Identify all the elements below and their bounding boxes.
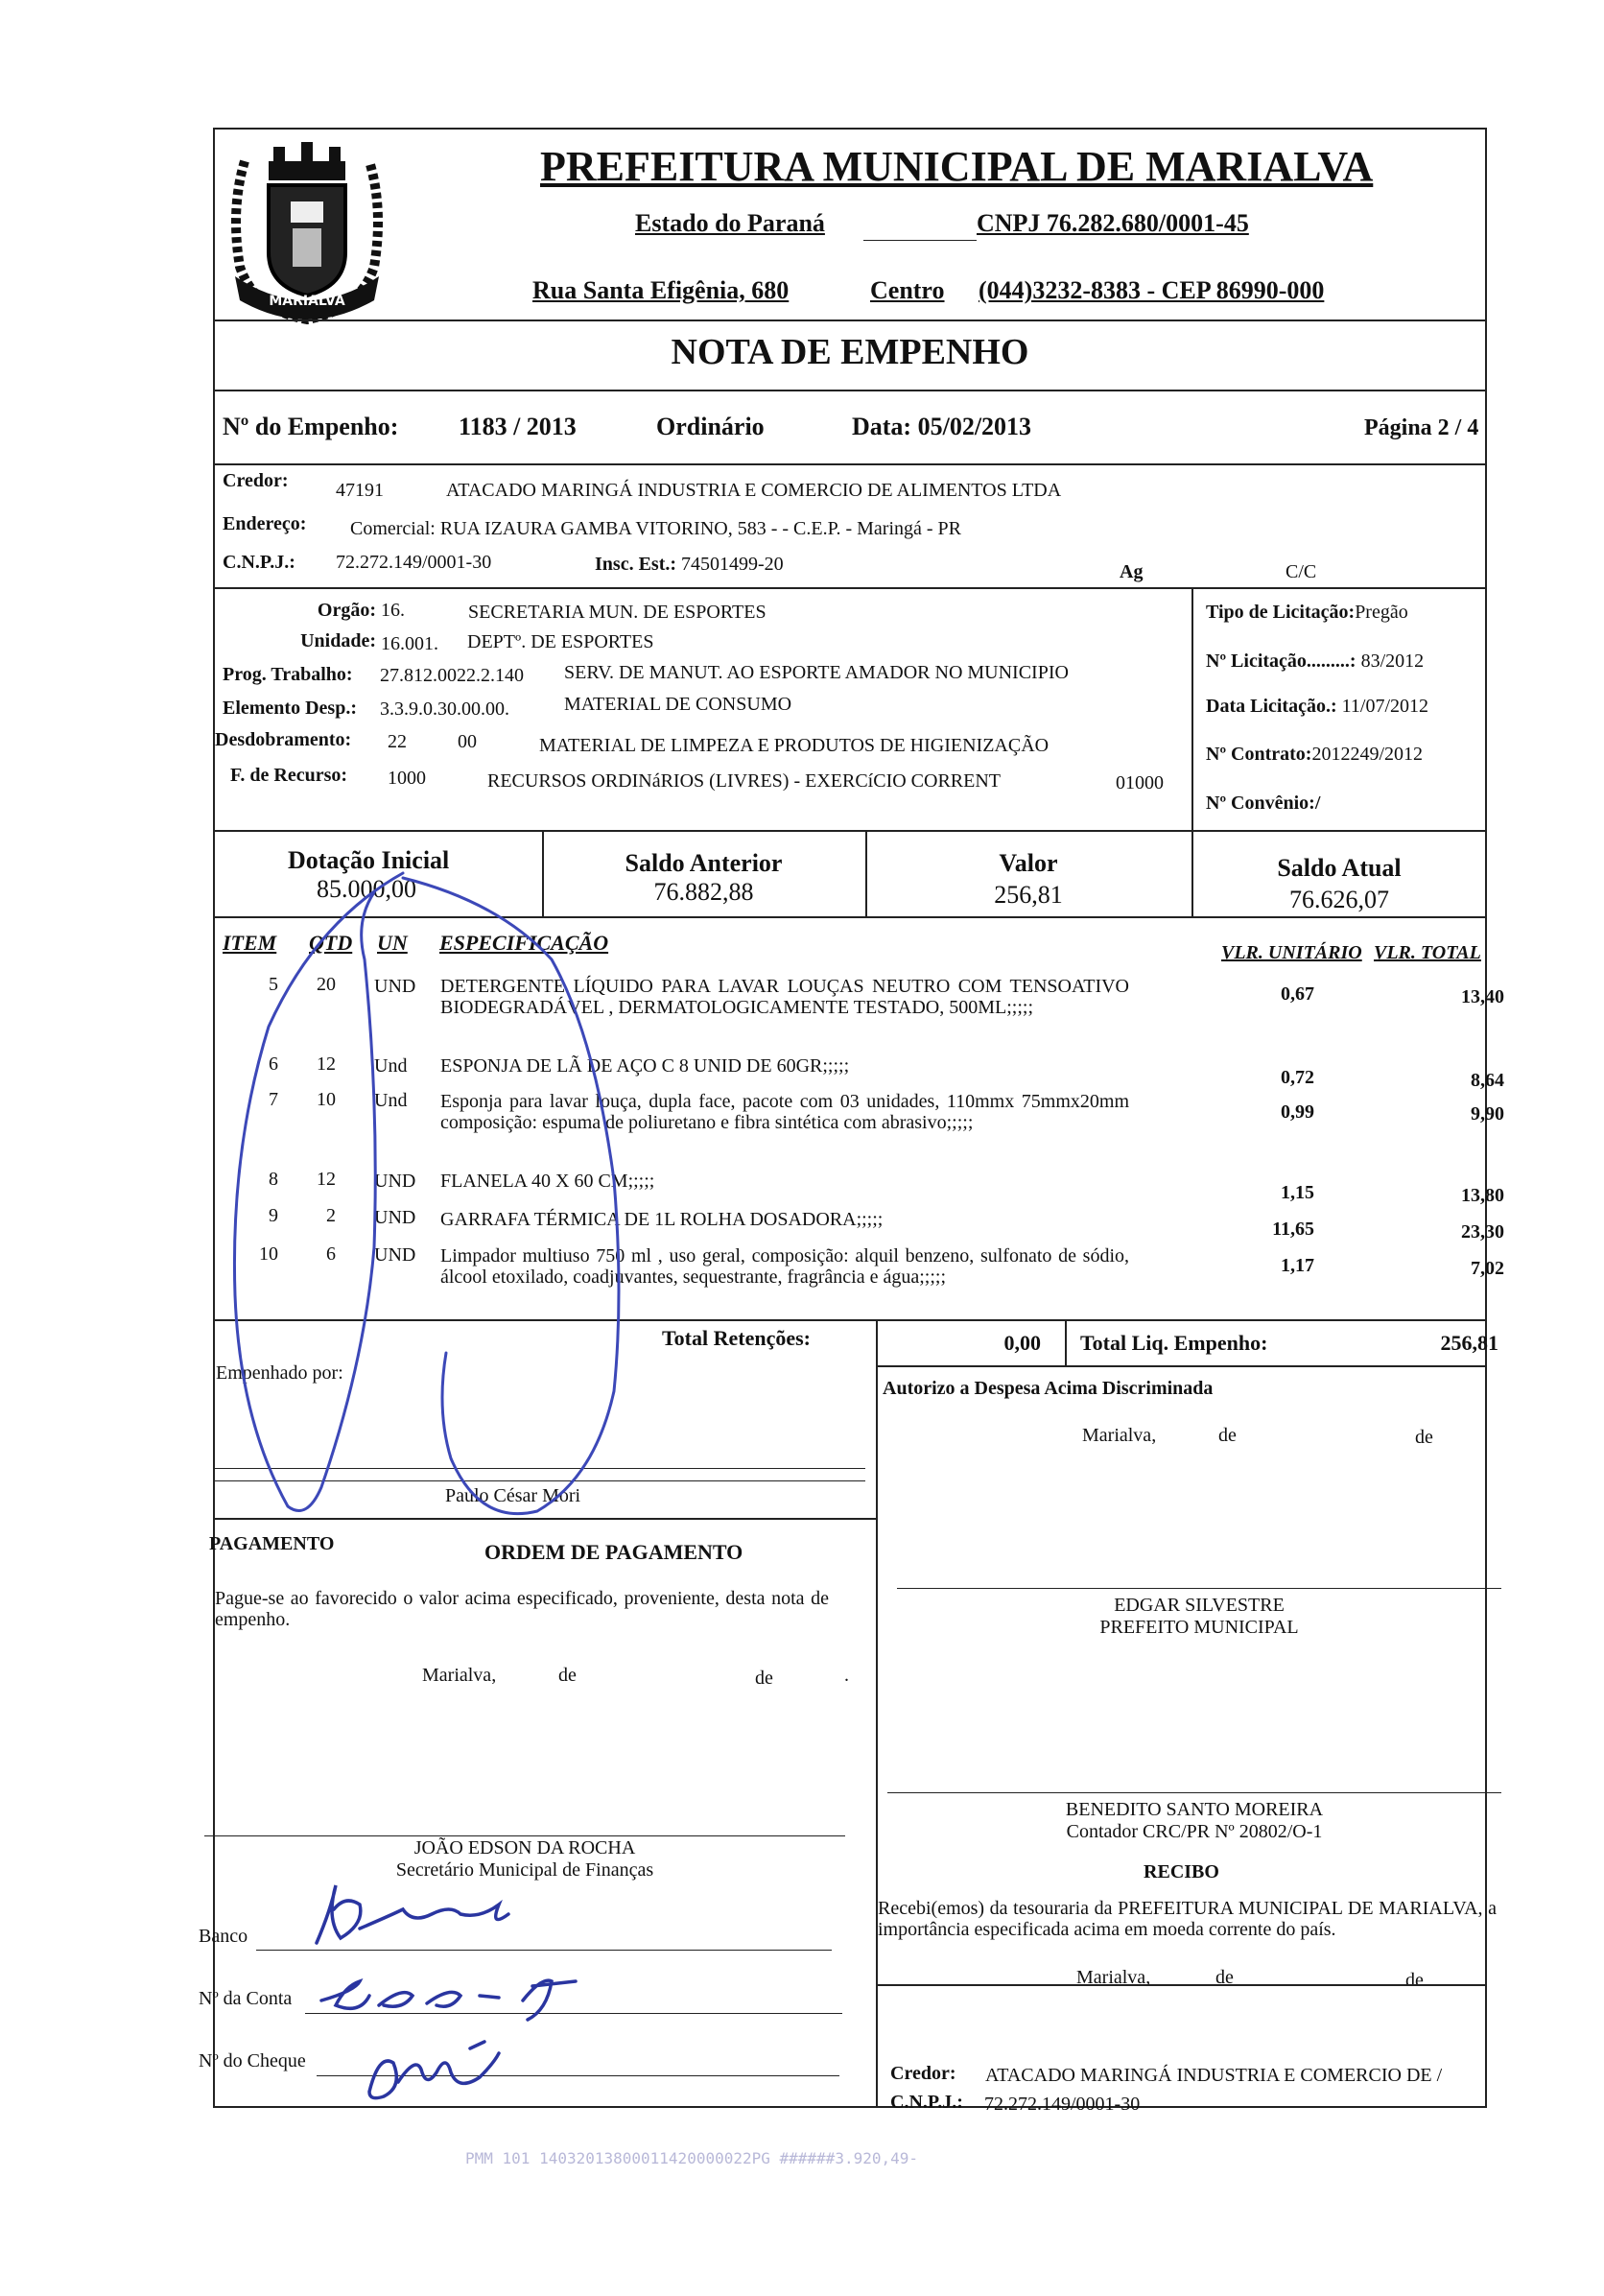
- item-un: Und: [374, 1090, 408, 1111]
- col-vlr-total: VLR. TOTAL: [1374, 942, 1481, 963]
- recurso-code: 1000: [388, 768, 426, 789]
- item-total: 9,90: [1471, 1103, 1504, 1124]
- contrato-label: Nº Contrato:: [1206, 744, 1312, 765]
- item-unit-price: 0,72: [1281, 1067, 1314, 1088]
- item-qtd: 6: [326, 1243, 336, 1265]
- unidade-code: 16.001.: [381, 633, 438, 654]
- insc-value: 74501499-20: [681, 554, 784, 575]
- document-title: NOTA DE EMPENHO: [671, 332, 1029, 372]
- elemento-label: Elemento Desp.:: [223, 698, 357, 719]
- desdobramento-code: 22: [388, 731, 407, 752]
- banco-label: Banco: [199, 1926, 248, 1947]
- cnpj-header: CNPJ 76.282.680/0001-45: [977, 209, 1249, 237]
- item-qtd: 12: [317, 1053, 336, 1075]
- dotacao-value: 85.000,00: [317, 875, 416, 903]
- autorizo-de2: de: [1415, 1427, 1433, 1448]
- desdobramento-label: Desdobramento:: [215, 729, 352, 750]
- pagamento-label: PAGAMENTO: [209, 1533, 335, 1554]
- recibo-credor: ATACADO MARINGÁ INDUSTRIA E COMERCIO DE /: [985, 2065, 1443, 2086]
- item-un: UND: [374, 1244, 416, 1266]
- orgao-desc: SECRETARIA MUN. DE ESPORTES: [468, 602, 767, 623]
- col-qtd: QTD: [309, 931, 353, 955]
- credor-label: Credor:: [223, 470, 289, 491]
- item-unit-price: 1,17: [1281, 1255, 1314, 1276]
- retencoes-value: 0,00: [1003, 1331, 1041, 1355]
- data-value: 11/07/2012: [1341, 696, 1429, 717]
- item-number: 7: [269, 1089, 278, 1110]
- ordem-pagamento: ORDEM DE PAGAMENTO: [484, 1540, 743, 1564]
- insc-label-text: Insc. Est.:: [595, 554, 677, 575]
- empenhado-label: Empenhado por:: [216, 1362, 343, 1384]
- valor-label: Valor: [999, 849, 1058, 877]
- recurso-code2: 01000: [1116, 772, 1164, 793]
- empenhado-name: Paulo César Mori: [445, 1485, 581, 1506]
- unidade-label: Unidade:: [300, 630, 376, 651]
- empenho-label: Nº do Empenho:: [223, 413, 399, 440]
- page-number: Página 2 / 4: [1364, 415, 1479, 440]
- item-spec: ESPONJA DE LÃ DE AÇO C 8 UNID DE 60GR;;;;;: [440, 1055, 850, 1077]
- tipo-value: Pregão: [1355, 602, 1408, 623]
- recibo-text: Recebi(emos) da tesouraria da PREFEITURA MUNICIPAL DE MARIALVA, a importância especificada acima em moeda corrente do país.: [878, 1898, 1497, 1940]
- recibo-de2: de: [1405, 1970, 1424, 1991]
- elemento-code: 3.3.9.0.30.00.00.: [380, 698, 509, 720]
- empenho-date: Data: 05/02/2013: [852, 413, 1032, 440]
- empenho-type: Ordinário: [656, 413, 765, 440]
- prefeito-title: PREFEITO MUNICIPAL: [1099, 1617, 1299, 1638]
- credor-cnpj: 72.272.149/0001-30: [336, 552, 492, 573]
- contador-name: BENEDITO SANTO MOREIRA: [1065, 1799, 1324, 1820]
- desdobramento-code2: 00: [458, 731, 477, 752]
- liq-label: Total Liq. Empenho:: [1080, 1331, 1268, 1355]
- street-address: Rua Santa Efigênia, 680: [532, 276, 790, 304]
- atual-value: 76.626,07: [1289, 886, 1389, 913]
- item-spec: GARRAFA TÉRMICA DE 1L ROLHA DOSADORA;;;;;: [440, 1209, 884, 1230]
- col-item: ITEM: [223, 931, 277, 955]
- item-unit-price: 0,67: [1281, 983, 1314, 1005]
- item-unit-price: 0,99: [1281, 1101, 1314, 1123]
- pagamento-de2: de: [755, 1668, 773, 1689]
- anterior-value: 76.882,88: [653, 878, 754, 906]
- cheque-label: Nº do Cheque: [199, 2050, 306, 2071]
- recibo-cnpj: 72.272.149/0001-30: [984, 2094, 1141, 2115]
- tipo-label: Tipo de Licitação:: [1206, 602, 1356, 623]
- pagamento-de1: de: [558, 1665, 577, 1686]
- item-un: UND: [374, 1171, 416, 1192]
- item-qtd: 10: [317, 1089, 336, 1110]
- recibo-place: Marialva,: [1076, 1967, 1151, 1988]
- phone-cep: (044)3232-8383 - CEP 86990-000: [979, 276, 1325, 304]
- recurso-desc: RECURSOS ORDINáRIOS (LIVRES) - EXERCíCIO CORRENT: [487, 770, 1002, 792]
- recibo-title: RECIBO: [1144, 1861, 1219, 1882]
- secretario-title: Secretário Municipal de Finanças: [395, 1859, 654, 1881]
- item-total: 13,80: [1461, 1185, 1504, 1206]
- credor-cnpj-label: C.N.P.J.:: [223, 552, 295, 573]
- cc-label: C/C: [1286, 561, 1317, 582]
- item-spec: FLANELA 40 X 60 CM;;;;;: [440, 1171, 655, 1192]
- orgao-code: 16.: [381, 600, 405, 621]
- prog-desc: SERV. DE MANUT. AO ESPORTE AMADOR NO MUNICIPIO: [564, 662, 1069, 683]
- item-number: 9: [269, 1205, 278, 1226]
- recibo-cnpj-label: C.N.P.J.:: [890, 2092, 963, 2113]
- atual-label: Saldo Atual: [1277, 854, 1402, 882]
- item-number: 6: [269, 1053, 278, 1075]
- recibo-de1: de: [1215, 1967, 1234, 1988]
- item-total: 7,02: [1471, 1258, 1504, 1279]
- item-number: 10: [259, 1243, 278, 1265]
- recurso-label: F. de Recurso:: [230, 765, 348, 786]
- autorizo-place: Marialva,: [1082, 1425, 1157, 1446]
- num-value: 83/2012: [1360, 651, 1425, 672]
- ag-label: Ag: [1120, 561, 1144, 582]
- credor-code: 47191: [336, 480, 384, 501]
- seal-lettering: MARIALVA: [269, 294, 345, 309]
- unidade-desc: DEPTº. DE ESPORTES: [467, 631, 654, 652]
- item-spec: Esponja para lavar louça, dupla face, pacote com 03 unidades, 110mmx 75mmx20mm composição: espuma de poliuretano e fibra sintética com abrasivo;;;;;: [440, 1091, 1129, 1133]
- desdobramento-desc: MATERIAL DE LIMPEZA E PRODUTOS DE HIGIENIZAÇÃO: [539, 735, 1050, 756]
- pagamento-dot: .: [844, 1665, 849, 1686]
- data-label: Data Licitação.:: [1206, 696, 1337, 717]
- col-vlr-unit: VLR. UNITÁRIO: [1221, 942, 1362, 963]
- liq-value: 256,81: [1440, 1331, 1498, 1355]
- prefeito-name: EDGAR SILVESTRE: [1114, 1595, 1285, 1616]
- item-total: 8,64: [1471, 1070, 1504, 1091]
- retencoes-label: Total Retenções:: [662, 1326, 811, 1350]
- item-un: Und: [374, 1055, 408, 1077]
- item-total: 23,30: [1461, 1221, 1504, 1243]
- num-label: Nº Licitação.........:: [1206, 651, 1356, 672]
- col-spec: ESPECIFICAÇÃO: [439, 931, 609, 955]
- col-un: UN: [377, 931, 408, 955]
- dotacao-label: Dotação Inicial: [288, 846, 450, 874]
- district: Centro: [870, 276, 945, 304]
- item-un: UND: [374, 1207, 416, 1228]
- empenho-number: 1183 / 2013: [459, 413, 577, 440]
- item-qtd: 12: [317, 1169, 336, 1190]
- valor-value: 256,81: [994, 881, 1063, 909]
- anterior-label: Saldo Anterior: [625, 849, 783, 877]
- state-name: Estado do Paraná: [635, 209, 825, 237]
- licitacao-convenio: Nº Convênio:/: [1206, 793, 1321, 814]
- item-qtd: 20: [317, 974, 336, 995]
- credor-address: Comercial: RUA IZAURA GAMBA VITORINO, 583 - - C.E.P. - Maringá - PR: [350, 518, 962, 539]
- autorizo-title: Autorizo a Despesa Acima Discriminada: [883, 1378, 1214, 1399]
- credor-name: ATACADO MARINGÁ INDUSTRIA E COMERCIO DE ALIMENTOS LTDA: [446, 480, 1062, 501]
- item-number: 8: [269, 1169, 278, 1190]
- secretario-name: JOÃO EDSON DA ROCHA: [413, 1837, 636, 1858]
- item-spec: DETERGENTE LÍQUIDO PARA LAVAR LOUÇAS NEUTRO COM TENSOATIVO BIODEGRADÁVEL , DERMATOLOGICAMENTE TESTADO, 500ML;;;;;: [440, 976, 1129, 1018]
- item-spec: Limpador multiuso 750 ml , uso geral, composição: alquil benzeno, sulfonato de sódio, álcool etoxilado, coadjuvantes, sequestrante, fragrância e água;;;;;: [440, 1245, 1129, 1288]
- item-qtd: 2: [326, 1205, 336, 1226]
- address-label: Endereço:: [223, 513, 307, 534]
- footer-code: PMM 101 14032013800011420000022PG ######3.920,49-: [465, 2149, 919, 2167]
- item-number: 5: [269, 974, 278, 995]
- prog-code: 27.812.0022.2.140: [380, 665, 524, 686]
- conta-label: Nº da Conta: [199, 1988, 293, 2009]
- recibo-credor-label: Credor:: [890, 2063, 956, 2084]
- item-unit-price: 11,65: [1272, 1219, 1314, 1240]
- item-total: 13,40: [1461, 986, 1504, 1007]
- contador-title: Contador CRC/PR Nº 20802/O-1: [1066, 1821, 1323, 1842]
- item-unit-price: 1,15: [1281, 1182, 1314, 1203]
- prog-label: Prog. Trabalho:: [223, 664, 353, 685]
- autorizo-de1: de: [1218, 1425, 1237, 1446]
- page-title: PREFEITURA MUNICIPAL DE MARIALVA: [540, 143, 1374, 190]
- orgao-label: Orgão:: [317, 600, 376, 621]
- item-un: UND: [374, 976, 416, 997]
- contrato-value: 2012249/2012: [1311, 744, 1424, 765]
- pagamento-text: Pague-se ao favorecido o valor acima especificado, proveniente, desta nota de empenho.: [215, 1588, 829, 1630]
- elemento-desc: MATERIAL DE CONSUMO: [564, 694, 792, 715]
- pagamento-place: Marialva,: [422, 1665, 497, 1686]
